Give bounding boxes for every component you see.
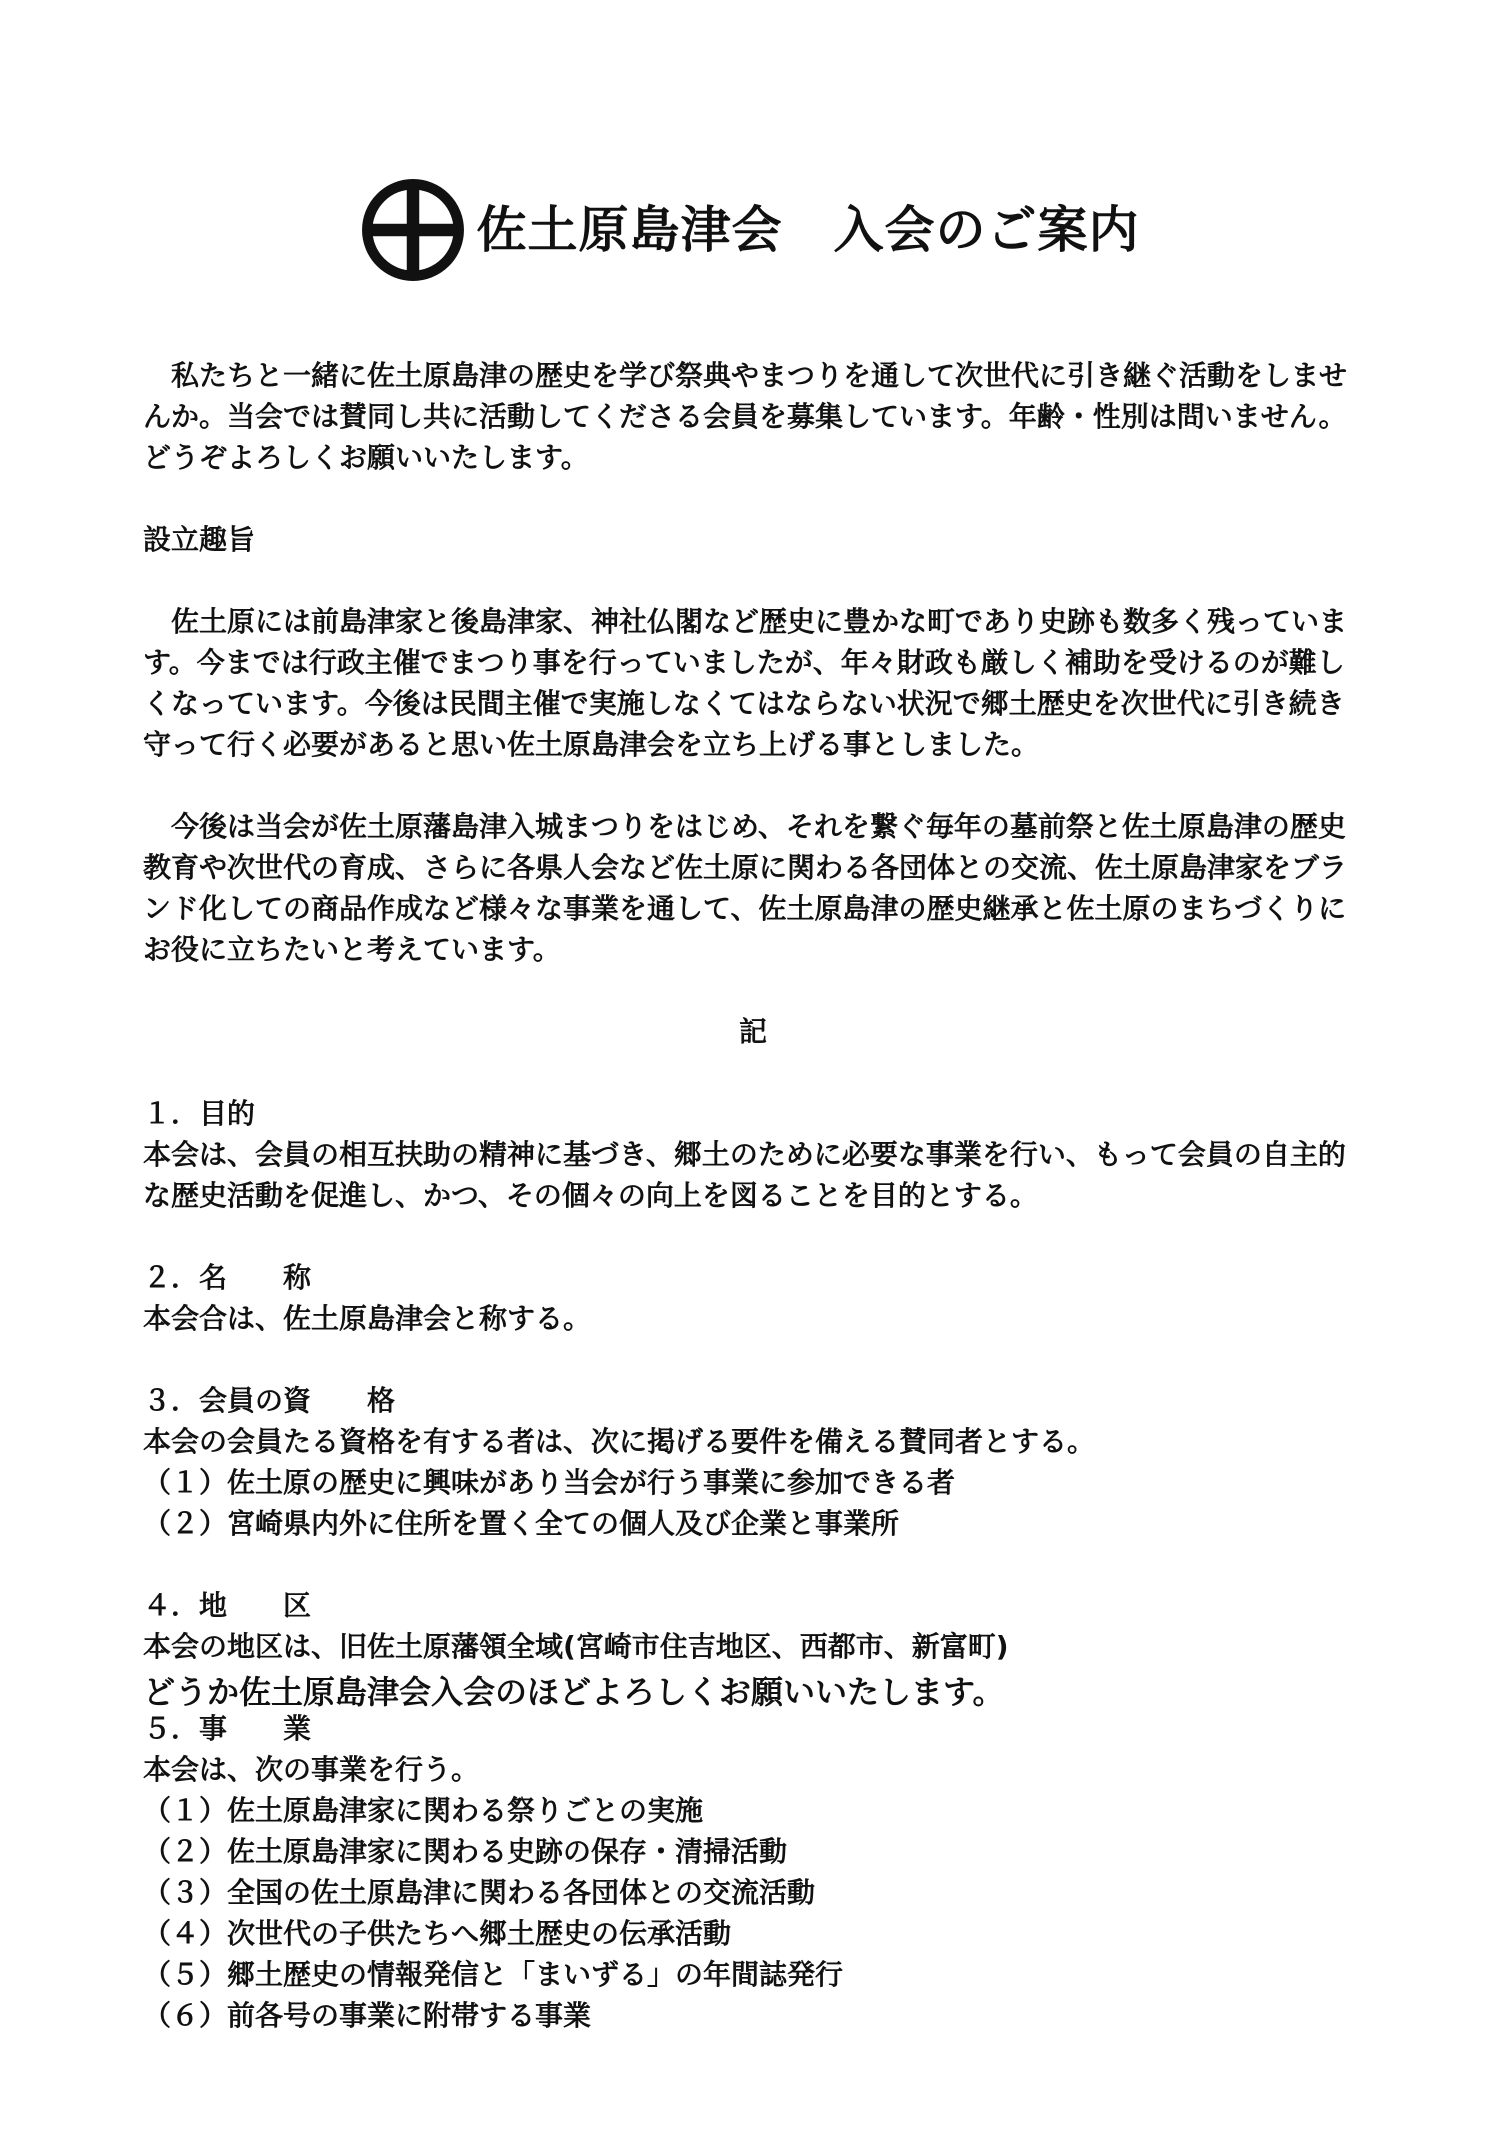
section-district-title: ４．地 区 xyxy=(143,1589,312,1622)
document-body xyxy=(143,355,1363,2036)
section-qualification-text: 本会の会員たる資格を有する者は、次に掲げる要件を備える賛同者とする。 xyxy=(143,1425,1096,1458)
business-item: （６）前各号の事業に附帯する事業 xyxy=(143,1999,592,2032)
business-item: （１）佐土原島津家に関わる祭りごとの実施 xyxy=(143,1794,704,1827)
business-item: （２）佐土原島津家に関わる史跡の保存・清掃活動 xyxy=(143,1835,788,1868)
section-name-title: ２．名 称 xyxy=(143,1261,312,1294)
section-purpose-title: １．目的 xyxy=(143,1097,256,1130)
intro-paragraph: 私たちと一緒に佐土原島津の歴史を学び祭典やまつりを通して次世代に引き継ぐ活動をしませんか。当会では賛同し共に活動してくださる会員を募集しています。年齢・性別は問いません。どうぞよろしくお願いいたします。 xyxy=(143,359,1348,474)
founding-paragraph-2: 今後は当会が佐土原藩島津入城まつりをはじめ、それを繋ぐ毎年の墓前祭と佐土原島津の歴史教育や次世代の育成、さらに各県人会など佐土原に関わる各団体との交流、佐土原島津家をブランド化しての商品作成など様々な事業を通して、佐土原島津の歴史継承と佐土原のまちづくりにお役に立ちたいと考えています。 xyxy=(143,810,1348,966)
founding-paragraph-1: 佐土原には前島津家と後島津家、神社仏閣など歴史に豊かな町であり史跡も数多く残っています。今までは行政主催でまつり事を行っていましたが、年々財政も厳しく補助を受けるのが難しくなっています。今後は民間主催で実施しなくてはならない状況で郷土歴史を次世代に引き続き守って行く必要があると思い佐土原島津会を立ち上げる事としました。 xyxy=(143,605,1348,761)
section-business-text: 本会は、次の事業を行う。 xyxy=(143,1753,480,1786)
closing-message: どうか佐土原島津会入会のほどよろしくお願いいたします。 xyxy=(143,1673,1005,1711)
document-header xyxy=(0,178,1500,282)
business-item: （４）次世代の子供たちへ郷土歴史の伝承活動 xyxy=(143,1917,732,1950)
business-item: （３）全国の佐土原島津に関わる各団体との交流活動 xyxy=(143,1876,816,1909)
qualification-item: （２）宮崎県内外に住所を置く全ての個人及び企業と事業所 xyxy=(143,1507,900,1540)
section-name-text: 本会合は、佐土原島津会と称する。 xyxy=(143,1302,592,1335)
shimazu-crest-icon xyxy=(361,178,465,282)
section-qualification-title: ３．会員の資 格 xyxy=(143,1384,396,1417)
business-item: （５）郷土歴史の情報発信と「まいずる」の年間誌発行 xyxy=(143,1958,844,1991)
ki-heading: 記 xyxy=(738,1015,767,1048)
page-title: 佐土原島津会 入会のご案内 xyxy=(476,201,1140,259)
section-business-title: ５．事 業 xyxy=(143,1712,312,1745)
founding-heading: 設立趣旨 xyxy=(143,523,256,556)
section-district-text: 本会の地区は、旧佐土原藩領全域(宮崎市住吉地区、西都市、新富町) xyxy=(143,1630,1009,1663)
qualification-item: （１）佐土原の歴史に興味があり当会が行う事業に参加できる者 xyxy=(143,1466,956,1499)
section-purpose-text: 本会は、会員の相互扶助の精神に基づき、郷土のために必要な事業を行い、もって会員の自主的な歴史活動を促進し、かつ、その個々の向上を図ることを目的とする。 xyxy=(143,1138,1346,1212)
